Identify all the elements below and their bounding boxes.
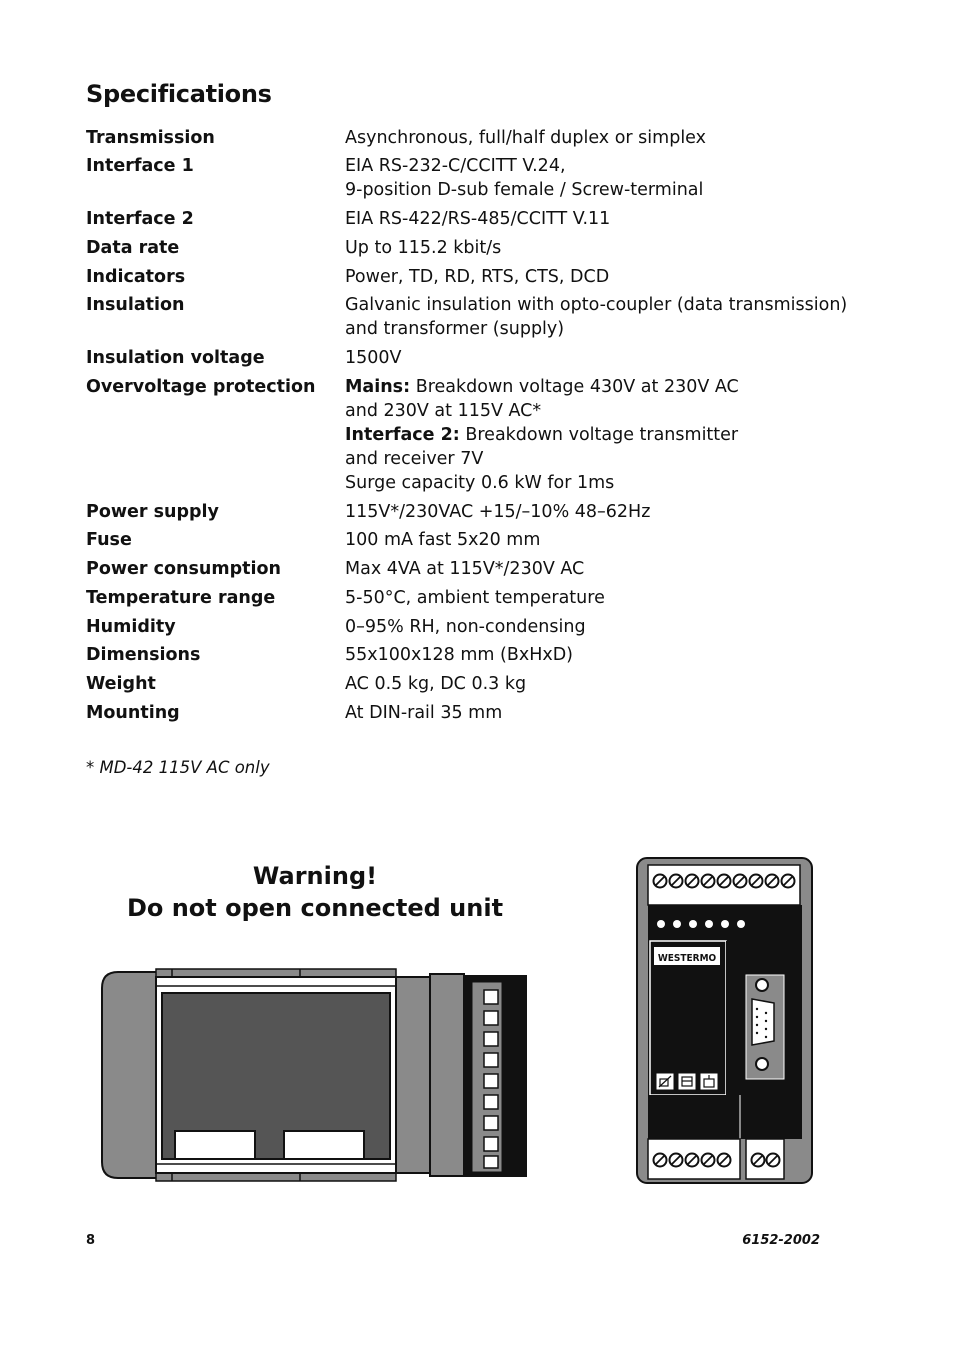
spec-value: 55x100x128 mm (BxHxD) [345, 645, 574, 665]
device-side-view-illustration [100, 966, 528, 1184]
spec-value: Galvanic insulation with opto-coupler (data transmission) [345, 295, 848, 315]
spec-value: At DIN-rail 35 mm [345, 703, 503, 723]
spec-label: Indicators [86, 267, 186, 287]
page-title: Specifications [86, 80, 272, 108]
footnote: * MD-42 115V AC only [86, 758, 270, 777]
warning-message [100, 860, 530, 924]
spec-value: and 230V at 115V AC* [345, 401, 542, 421]
warning-text: Do not open connected unit [126, 894, 504, 922]
spec-value: 0–95% RH, non-condensing [345, 617, 586, 637]
spec-label: Dimensions [86, 645, 201, 665]
spec-label: Mounting [86, 703, 180, 723]
spec-value: 100 mA fast 5x20 mm [345, 530, 541, 550]
spec-label: Power supply [86, 502, 219, 522]
spec-value: Up to 115.2 kbit/s [345, 238, 502, 258]
spec-label: Insulation voltage [86, 348, 265, 368]
spec-label: Fuse [86, 530, 132, 550]
spec-value: AC 0.5 kg, DC 0.3 kg [345, 674, 527, 694]
westermo-logo: WESTERMO [657, 953, 717, 964]
spec-label: Temperature range [86, 588, 276, 608]
spec-value: Power, TD, RD, RTS, CTS, DCD [345, 267, 610, 287]
spec-value: Max 4VA at 115V*/230V AC [345, 559, 585, 579]
mains-text: Breakdown voltage 430V at 230V AC [415, 377, 739, 397]
spec-value [345, 375, 739, 399]
spec-label: Transmission [86, 128, 215, 148]
spec-value: Surge capacity 0.6 kW for 1ms [345, 473, 615, 493]
dsub-connector-icon [752, 999, 774, 1045]
spec-value [345, 423, 738, 447]
spec-label: Insulation [86, 295, 185, 315]
dsub-screw-icon [756, 1058, 768, 1070]
spec-value: 5-50°C, ambient temperature [345, 588, 605, 608]
spec-label: Humidity [86, 617, 176, 637]
spec-value: EIA RS-232-C/CCITT V.24, [345, 156, 566, 176]
mains-label: Mains: [345, 377, 411, 397]
warning-title: Warning! [252, 862, 378, 890]
device-front-view-illustration [636, 857, 814, 1185]
spec-value: 1500V [345, 348, 402, 368]
spec-value: and receiver 7V [345, 449, 484, 469]
spec-value: Asynchronous, full/half duplex or simplex [345, 128, 706, 148]
spec-label: Power consumption [86, 559, 281, 579]
spec-value: and transformer (supply) [345, 319, 565, 339]
dsub-screw-icon [756, 979, 768, 991]
page-number: 8 [86, 1233, 96, 1248]
spec-label: Interface 2 [86, 209, 194, 229]
spec-label: Weight [86, 674, 156, 694]
document-code: 6152-2002 [742, 1233, 820, 1248]
spec-value: 9-position D-sub female / Screw-terminal [345, 180, 704, 200]
spec-label: Overvoltage protection [86, 377, 316, 397]
spec-value: 115V*/230VAC +15/–10% 48–62Hz [345, 502, 651, 522]
interface-2-label: Interface 2: [345, 425, 460, 445]
interface-2-text: Breakdown voltage transmitter [465, 425, 739, 445]
spec-label: Data rate [86, 238, 180, 258]
spec-label: Interface 1 [86, 156, 194, 176]
spec-value: EIA RS-422/RS-485/CCITT V.11 [345, 209, 611, 229]
